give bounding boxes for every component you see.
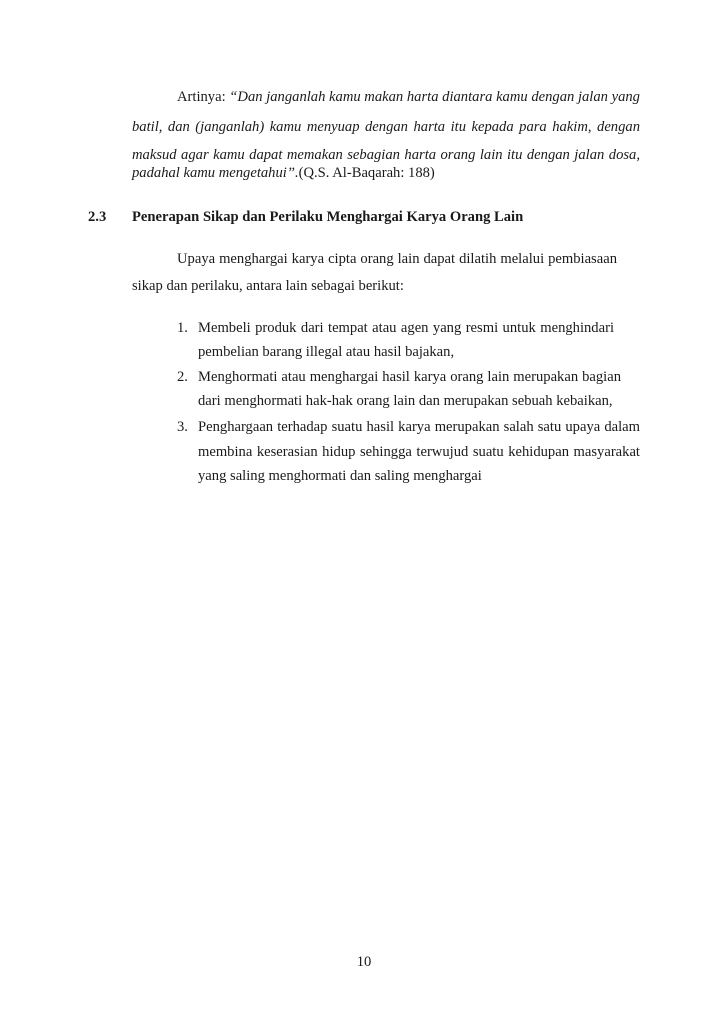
list-item-1-line-1: Membeli produk dari tempat atau agen yang resmi untuk menghindari	[198, 320, 614, 336]
list-item-3-line-3: yang saling menghormati dan saling menghargai	[198, 468, 482, 484]
list-item-3-line-1: Penghargaan terhadap suatu hasil karya merupakan salah satu upaya dalam	[198, 419, 640, 435]
quote-citation: (Q.S. Al-Baqarah: 188)	[298, 165, 435, 181]
section-title: Penerapan Sikap dan Perilaku Menghargai Karya Orang Lain	[132, 209, 524, 225]
quote-ending-italic: padahal kamu mengetahui”.	[132, 165, 299, 181]
list-item-1-marker: 1.	[177, 320, 188, 336]
list-item-2-marker: 2.	[177, 369, 188, 385]
quote-line-1	[177, 88, 640, 106]
list-item-2-line-2: dari menghormati hak-hak orang lain dan merupakan sebuah kebaikan,	[198, 393, 613, 409]
quote-line-2: batil, dan (janganlah) kamu menyuap dengan harta itu kepada para hakim, dengan	[132, 119, 640, 135]
quote-line-3: maksud agar kamu dapat memakan sebagian harta orang lain itu dengan jalan dosa,	[132, 147, 640, 163]
section-number: 2.3	[88, 209, 107, 225]
intro-line-2: sikap dan perilaku, antara lain sebagai berikut:	[132, 278, 404, 294]
list-item-1-line-2: pembelian barang illegal atau hasil bajakan,	[198, 344, 455, 360]
page-number: 10	[356, 954, 372, 970]
quote-line-4	[132, 164, 435, 182]
quote-artinya-label: Artinya:	[177, 89, 230, 105]
list-item-2-line-1: Menghormati atau menghargai hasil karya orang lain merupakan bagian	[198, 369, 621, 385]
intro-line-1: Upaya menghargai karya cipta orang lain dapat dilatih melalui pembiasaan	[177, 251, 617, 267]
list-item-3-marker: 3.	[177, 419, 188, 435]
quote-text-italic: “Dan janganlah kamu makan harta diantara kamu dengan jalan yang	[229, 89, 640, 105]
list-item-3-line-2: membina keserasian hidup sehingga terwujud suatu kehidupan masyarakat	[198, 444, 640, 460]
